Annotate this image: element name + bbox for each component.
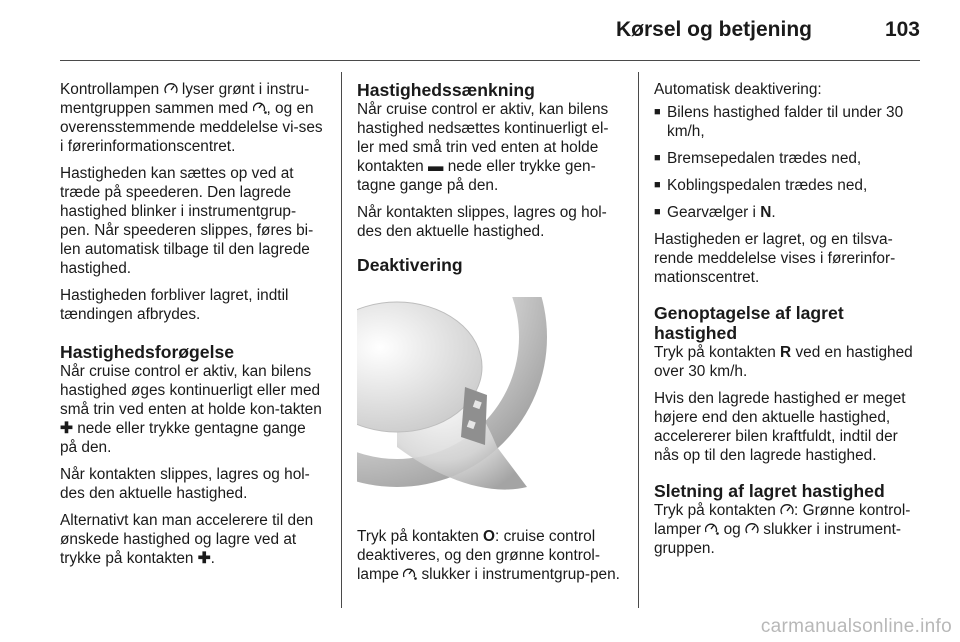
heading-deceleration: Hastighedssænkning xyxy=(357,80,535,100)
circle-button-icon: O xyxy=(483,528,496,545)
cruise-control-set-icon xyxy=(253,101,267,114)
paragraph: Hvis den lagrede hastighed er meget højere end den aktuelle hastighed, accelererer bilen kraftfuldt, indtil der nås op til den lagrede hastighed. xyxy=(654,390,906,464)
plus-icon: ✚ xyxy=(60,420,73,437)
paragraph: Når kontakten slippes, lagres og hol-des den aktuelle hastighed. xyxy=(357,204,607,240)
paragraph: Hastigheden er lagret, og en tilsva-rende meddelelse vises i førerinfor-mationscentret. xyxy=(654,231,896,286)
watermark: carmanualsonline.info xyxy=(760,616,952,637)
page-number: 103 xyxy=(884,18,920,41)
paragraph: Kontrollampen lyser grønt i instru-mentgruppen sammen med , og en overensstemmende meddelelse vi-ses i førerinformationscentret. xyxy=(60,81,323,155)
list-item: ■ Gearvælger i N. xyxy=(654,203,922,222)
cruise-control-icon xyxy=(745,522,759,535)
section-title: Kørsel og betjening xyxy=(615,18,812,41)
steering-wheel-illustration xyxy=(357,297,623,517)
paragraph: Automatisk deaktivering: xyxy=(654,81,822,98)
paragraph: Når cruise control er aktiv, kan bilens hastighed øges kontinuerligt eller med små trin ved enten at holde kon-takten ✚ nede eller trykke gentagne gange på den. xyxy=(60,363,322,456)
resume-button-symbol: R xyxy=(780,344,792,361)
paragraph: Tryk på kontakten O: cruise control deaktiveres, og den grønne kontrol-lampe slukker i instrumentgrup-pen. xyxy=(357,528,620,583)
paragraph: Hastigheden kan sættes op ved at træde på speederen. Den lagrede hastighed blinker i instrumentgrup-pen. Når speederen slippes, føres bi-len automatisk tilbage til den lagrede hastighed. xyxy=(60,165,314,277)
deactivation-list xyxy=(654,103,922,222)
column-divider-1 xyxy=(341,72,342,608)
cruise-control-icon xyxy=(164,82,178,95)
heading-deactivation: Deaktivering xyxy=(357,255,463,275)
cruise-control-set-icon xyxy=(705,522,719,535)
list-item: ■ Koblingspedalen trædes ned, xyxy=(654,176,922,195)
list-item: ■ Bremsepedalen trædes ned, xyxy=(654,149,922,168)
column-1 xyxy=(60,80,326,576)
heading-resume: Genoptagelse af lagret hastighed xyxy=(654,303,844,343)
cruise-control-icon xyxy=(780,503,794,516)
paragraph: Når cruise control er aktiv, kan bilens hastighed nedsættes kontinuerligt el-ler med små trin ved enten at holde kontakten ▬ nede eller trykke gen-tagne gange på den. xyxy=(357,101,609,194)
minus-icon: ▬ xyxy=(428,158,444,175)
heading-acceleration: Hastighedsforøgelse xyxy=(60,342,235,362)
header-divider xyxy=(60,60,920,61)
cruise-control-set-icon xyxy=(403,567,417,580)
column-3 xyxy=(654,80,922,566)
paragraph: Tryk på kontakten : Grønne kontrol-lamper og slukker i instrument-gruppen. xyxy=(654,502,911,557)
heading-delete: Sletning af lagret hastighed xyxy=(654,481,885,501)
paragraph: Alternativt kan man accelerere til den ønskede hastighed og lagre ved at trykke på kontakten ✚. xyxy=(60,512,314,567)
column-divider-2 xyxy=(638,72,639,608)
list-item: ■ Bilens hastighed falder til under 30 km/h, xyxy=(654,103,922,141)
paragraph: Tryk på kontakten R ved en hastighed over 30 km/h. xyxy=(654,344,913,380)
paragraph: Når kontakten slippes, lagres og hol-des den aktuelle hastighed. xyxy=(60,466,310,502)
gear-neutral-symbol: N xyxy=(760,204,772,221)
plus-icon: ✚ xyxy=(197,550,211,567)
paragraph: Hastigheden forbliver lagret, indtil tændingen afbrydes. xyxy=(60,287,289,323)
column-2 xyxy=(357,80,623,592)
